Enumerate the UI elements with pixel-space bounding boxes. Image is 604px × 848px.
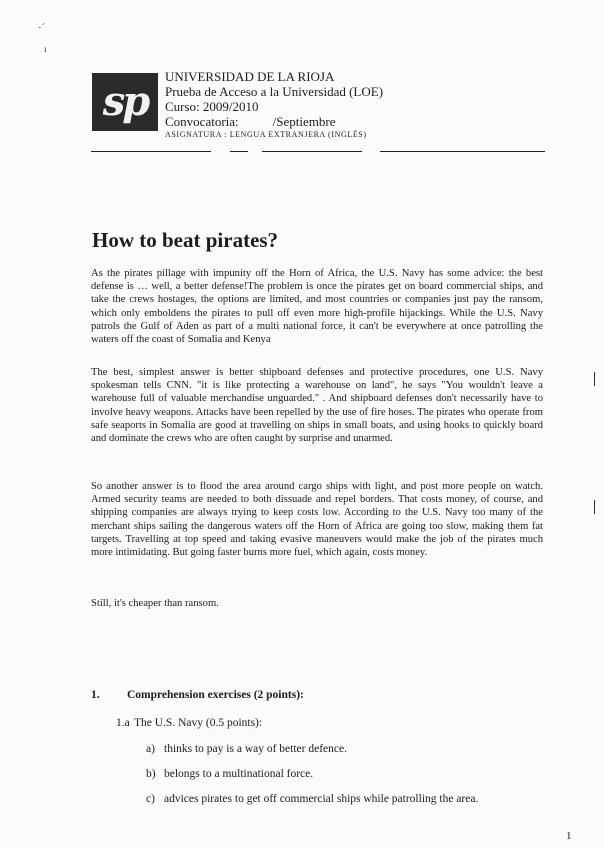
option-letter: a): [146, 743, 155, 755]
logo-text: sp: [102, 78, 148, 125]
question-number: 1.a: [116, 717, 130, 729]
header-rule: [230, 151, 248, 152]
header-rule: [380, 151, 545, 152]
article-paragraph-3: So another answer is to flood the area around cargo ships with light, and post more people on watch. Armed security teams are needed to both dissuade and repel borders. That costs money, of course, and shipping companies are always trying to keep costs low. According to the U.S. Navy too many of the merchant ships sailing the dangerous waters off the Horn of Africa are going too slow, making them fat targets. Travelling at top speed and taking evasive maneuvers would make the job of the pirates much more intimidating. But going faster burns more fuel, which again, costs money.: [91, 481, 543, 559]
option-text: belongs to a multinational force.: [164, 768, 314, 780]
article-title: How to beat pirates?: [92, 228, 279, 252]
answer-option: [146, 743, 347, 755]
scan-mark: ı: [44, 44, 47, 54]
option-text: advices pirates to get off commercial ships while patrolling the area.: [164, 793, 479, 805]
margin-mark: [594, 500, 595, 514]
section-title: Comprehension exercises (2 points):: [127, 689, 304, 701]
exam-title: Prueba de Acceso a la Universidad (LOE): [165, 84, 384, 99]
convocatoria-label: Convocatoria:: [165, 114, 239, 129]
subject-line: ASIGNATURA : LENGUA EXTRANJERA (INGLÉS): [165, 130, 367, 139]
answer-option: [146, 793, 478, 805]
margin-mark: [594, 372, 595, 386]
option-letter: c): [146, 793, 155, 805]
article-paragraph-4: Still, it's cheaper than ransom.: [91, 598, 219, 609]
header-rule: [262, 151, 362, 152]
convocatoria-value: /Septiembre: [272, 114, 336, 129]
option-letter: b): [146, 768, 156, 780]
page-number: 1: [566, 830, 572, 842]
answer-option: [146, 768, 313, 780]
option-text: thinks to pay is a way of better defence.: [164, 743, 347, 755]
course-label: Curso: 2009/2010: [165, 99, 259, 114]
section-number: 1.: [91, 689, 100, 701]
article-paragraph-2: The best, simplest answer is better shipboard defenses and protective procedures, one U.S. Navy spokesman tells CNN. "it is like protecting a warehouse on land", he says "You wouldn't leave a warehouse full of valuable merchandise unguarded." . And shipboard defenses don't necessarily have to involve heavy weapons. Attacks have been repelled by the use of fire hoses. The pirates who operate from safe seaports in Somalia are good at travelling on ships in small boats, and using hooks to quickly board and dominate the crews who are often caught by surprise and unarmed.: [91, 367, 543, 445]
question-text: The U.S. Navy (0.5 points):: [134, 717, 263, 729]
section-heading: [91, 689, 304, 701]
article-paragraph-1: As the pirates pillage with impunity off the Horn of Africa, the U.S. Navy has some advice: the best defense is … well, a better defense!The problem is once the pirates get on board commercial ships, and take the crews hostages, the options are limited, and most countries or companies just pay the ransom, which only emboldens the pirates to pull off even more high-profile hijackings. While the U.S. Navy patrols the Gulf of Aden as part of a multi national force, it can't be everywhere at once patrolling the waters off the coast of Somalia and Kenya: [91, 268, 543, 346]
convocatoria: [165, 114, 335, 129]
university-logo: [92, 73, 158, 131]
header-rule: [91, 151, 211, 152]
university-name: UNIVERSIDAD DE LA RIOJA: [165, 69, 335, 84]
scan-mark: ·´: [38, 22, 46, 34]
question: [116, 717, 262, 729]
